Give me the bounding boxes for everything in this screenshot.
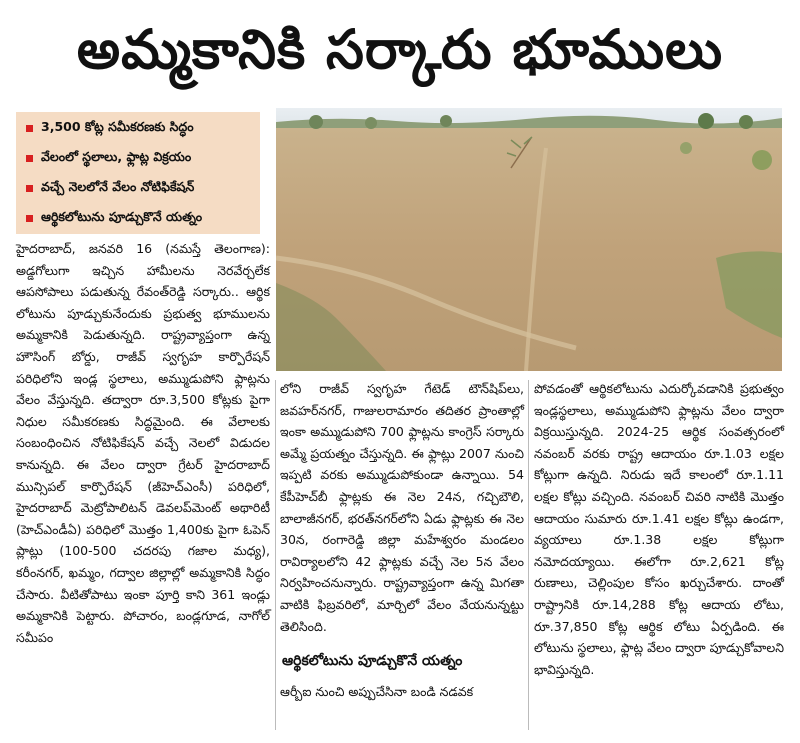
highlight-item [16,144,260,172]
article-column-2 [280,378,524,702]
bullet-icon [26,185,33,192]
article-paragraph: ఆర్బీఐ నుంచి అప్పుచేసినా బండి నడవక [280,683,474,699]
column-divider [528,380,529,730]
photo-illustration [276,108,782,371]
bullet-icon [26,155,33,162]
column-divider [275,380,276,730]
bullet-icon [26,215,33,222]
highlight-text: ఆర్థికలోటును పూడ్చుకొనే యత్నం [41,208,203,224]
highlight-item [16,174,260,202]
highlight-text: 3,500 కోట్ల సమీకరణకు సిద్ధం [41,118,194,134]
headline: అమ్మకానికి సర్కారు భూములు [76,18,724,81]
highlight-item [16,114,260,142]
highlight-text: వేలంలో స్థలాలు, ఫ్లాట్ల విక్రయం [41,148,192,164]
highlight-item [16,204,260,232]
bullet-icon [26,125,33,132]
highlights-box [16,112,260,234]
article-column-1 [16,238,270,648]
highlight-text: వచ్చే నెలలోనే వేలం నోటిఫికేషన్ [41,178,195,194]
barren-land-photo [276,108,782,371]
article-paragraph: హైదరాబాద్, జనవరి 16 (నమస్తే తెలంగాణ): అడ్డగోలుగా ఇచ్చిన హామీలను నెరవేర్చలేక ఆపసోపాలు పడుతున్న రేవంత్‌రెడ్డి సర్కారు.. ఆర్థిక లోటును పూడ్చుకునేందుకు ప్రభుత్వ భూములను అమ్మకానికి పెడుతున్నది. రాష్ట్రవ్యాప్తంగా ఉన్న హౌసింగ్ బోర్డు, రాజీవ్ స్వగృహ కార్పొరేషన్ పరిధిలోని ఇండ్ల స్థలాలు, అమ్ముడుపోని ఫ్లాట్లను వేలం వేస్తున్నది. తద్వారా రూ.3,500 కోట్లకు పైగా నిధుల సమీకరణకు సిద్ధమైంది. ఈ వేలాలకు సంబంధించిన నోటిఫికేషన్ వచ్చే నెలలో విడుదల కానున్నది. ఈ వేలం ద్వారా గ్రేటర్ హైదరాబాద్ మున్సిపల్ కార్పొరేషన్ (జీహెచ్‌ఎంసీ) పరిధిలో, హైదరాబాద్ మెట్రోపాలిటన్ డెవలప్‌మెంట్ అథారిటీ (హెచ్‌ఎండీఏ) పరిధిలో మొత్తం 1,400కు పైగా ఓపెన్ ప్లాట్లు (100-500 చదరపు గజాల మధ్య), కరీంనగర్, ఖమ్మం, గద్వాల జిల్లాల్లో అమ్మకానికి సిద్ధం చేసారు. వీటితోపాటు ఇంకా పూర్తి కాని 361 ఇండ్లు అమ్మకానికి పెట్టారు. పోచారం, బండ్లగూడ, నాగోల్ సమీపం [16,241,270,645]
article-column-3 [534,378,784,680]
article-paragraph: లోని రాజీవ్ స్వగృహ గేటెడ్ టౌన్‌షిప్‌లు, జవహర్‌నగర్, గాజులరామారం తదితర ప్రాంతాల్లో ఇంకా అమ్ముడుపోని 700 ఫ్లాట్లను కాంగ్రెస్ సర్కారు అమ్మే ప్రయత్నం చేస్తున్నది. ఈ ఫ్లాట్లు 2007 నుంచి ఇప్పటి వరకు అమ్ముడుపోకుండా ఉన్నాయి. 54 కేపీహెచ్‌బీ ఫ్లాట్లకు ఈ నెల 24న, గచ్చిబౌలి, బాలాజీనగర్, భరత్‌నగర్‌లోని ఏడు ఫ్లాట్లకు ఈ నెల 30న, రంగారెడ్డి జిల్లా మహేశ్వరం మండలం రావిర్యాలలోని 42 ఫ్లాట్లకు వచ్చే నెల 5న వేలం నిర్వహించనున్నారు. రాష్ట్రవ్యాప్తంగా ఉన్న మిగతా వాటికి ఫిబ్రవరిలో, మార్చిలో వేలం వేయనున్నట్టు తెలిసింది. [280,381,524,634]
article-paragraph: పోవడంతో ఆర్థికలోటును ఎదుర్కోవడానికి ప్రభుత్వం ఇండ్లస్థలాలు, అమ్ముడుపోని ఫ్లాట్లను వేలం ద్వారా విక్రయిస్తున్నది. 2024-25 ఆర్థిక సంవత్సరంలో నవంబర్ వరకు రాష్ట్ర ఆదాయం రూ.1.03 లక్షల కోట్లుగా ఉన్నది. నిరుడు ఇదే కాలంలో రూ.1.11 లక్షల కోట్లు వచ్చింది. నవంబర్ చివరి నాటికి మొత్తం ఆదాయం సుమారు రూ.1.41 లక్షల కోట్లు ఉండగా, వ్యయాలు రూ.1.38 లక్షల కోట్లుగా నమోదయ్యాయి. ఈలోగా రూ.2,621 కోట్ల రుణాలు, చెల్లింపుల కోసం ఖర్చుచేశారు. దాంతో రాష్ట్రానికి రూ.14,288 కోట్ల ఆదాయ లోటు, రూ.37,850 కోట్ల ఆర్థిక లోటు ఏర్పడింది. ఈ లోటును స్థలాలు, ఫ్లాట్ల వేలం ద్వారా పూడ్చుకోవాలని భావిస్తున్నది. [534,381,784,677]
subheading: ఆర్థికలోటును పూడ్చుకొనే యత్నం [282,653,463,670]
